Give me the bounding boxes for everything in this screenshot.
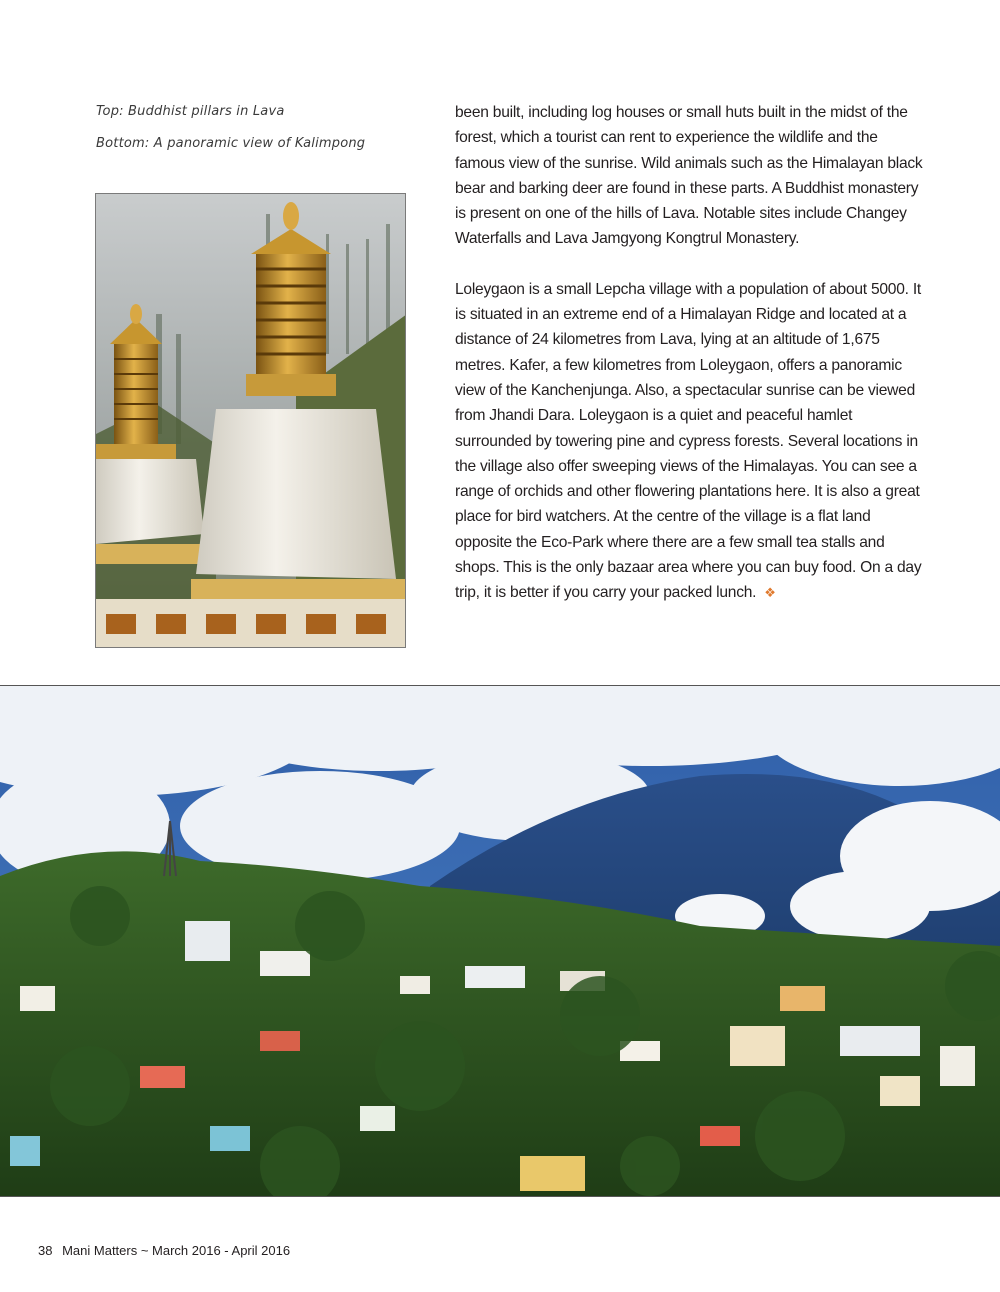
kalimpong-panorama-photo [0, 685, 1000, 1197]
article-paragraph-1: been built, including log houses or small huts built in the midst of the forest, which a tourist can rent to experience the wildlife and the famous view of the sunrise. Wild animals such as the Himalayan black bear and barking deer are found in these parts. A Buddhist monastery is present on one of the hills of Lava. Notable sites include Changey Waterfalls and Lava Jamgyong Kongtrul Monastery. [455, 104, 923, 248]
stupa-photo [95, 193, 406, 648]
article-body [455, 100, 925, 606]
publication-info: Mani Matters ~ March 2016 - April 2016 [62, 1243, 291, 1258]
caption-bottom: Bottom: A panoramic view of Kalimpong [96, 136, 366, 151]
article-paragraph-2-text: Loleygaon is a small Lepcha village with a population of about 5000. It is situated in an extreme end of a Himalayan Ridge and located at a distance of 24 kilometres from Lava, lying at an altitude of 1,675 metres. Kafer, a few kilometres from Loleygaon, offers a panoramic view of the Kanchenjunga. Also, a spectacular sunrise can be viewed from Jhandi Dara. Loleygaon is a quiet and peaceful hamlet surrounded by towering pine and cypress forests. Several locations in the village also offer sweeping views of the Himalayas. You can see a range of orchids and other flowering plantations here. It is also a great place for bird watchers. At the centre of the village is a flat land opposite the Eco-Park where there are a few small tea stalls and shops. This is the only bazaar area where you can buy food. On a day trip, it is better if you carry your packed lunch. [455, 280, 922, 602]
page-number: 38 [38, 1243, 53, 1258]
page-footer [38, 1243, 290, 1258]
end-of-article-icon: ❖ [764, 585, 776, 601]
caption-top: Top: Buddhist pillars in Lava [96, 104, 285, 119]
article-paragraph-2 [455, 277, 925, 606]
